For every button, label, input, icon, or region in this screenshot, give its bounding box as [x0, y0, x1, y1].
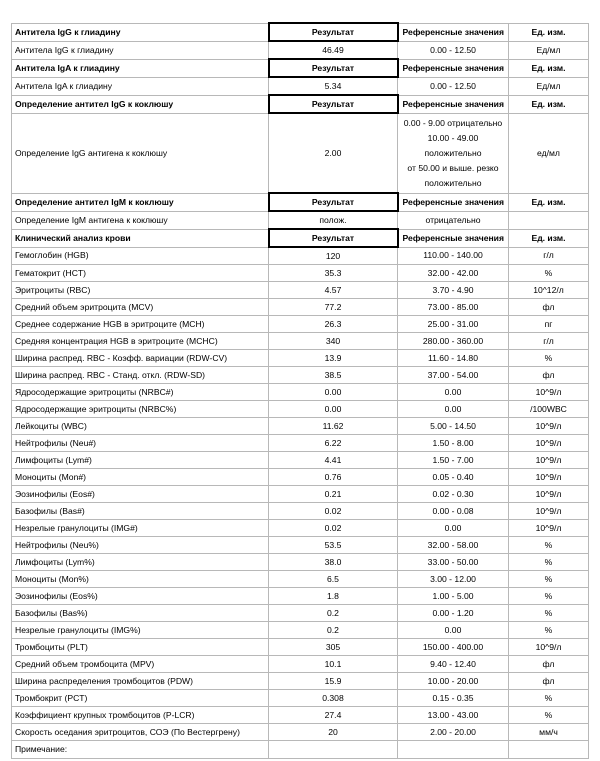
reference-column-header: Референсные значения [398, 193, 509, 211]
section-title: Определение антител IgM к коклюшу [12, 193, 269, 211]
table-row [12, 367, 589, 384]
unit: г/л [509, 247, 589, 265]
table-row [12, 333, 589, 350]
test-name: Антитела IgA к глиадину [12, 77, 269, 95]
test-result: 15.9 [269, 673, 398, 690]
unit: % [509, 605, 589, 622]
test-result: 5.34 [269, 77, 398, 95]
test-name: Ширина распределения тромбоцитов (PDW) [12, 673, 269, 690]
unit: г/л [509, 333, 589, 350]
test-result: 77.2 [269, 299, 398, 316]
reference-range: 0.00 - 1.20 [398, 605, 509, 622]
unit: % [509, 350, 589, 367]
table-row [12, 469, 589, 486]
reference-range: 11.60 - 14.80 [398, 350, 509, 367]
table-row [12, 537, 589, 554]
section-title: Определение антител IgG к коклюшу [12, 95, 269, 113]
test-result: 38.0 [269, 554, 398, 571]
table-row [12, 554, 589, 571]
test-name: Эозинофилы (Eos#) [12, 486, 269, 503]
reference-range: 0.15 - 0.35 [398, 690, 509, 707]
unit: фл [509, 673, 589, 690]
table-row [12, 605, 589, 622]
table-row [12, 211, 589, 229]
test-result: 0.2 [269, 622, 398, 639]
reference-range: 25.00 - 31.00 [398, 316, 509, 333]
test-name: Базофилы (Bas%) [12, 605, 269, 622]
unit-column-header: Ед. изм. [509, 95, 589, 113]
test-name: Тромбокрит (PCT) [12, 690, 269, 707]
unit: 10^9/л [509, 503, 589, 520]
note-value [269, 741, 398, 759]
table-row [12, 435, 589, 452]
unit: % [509, 622, 589, 639]
reference-range: 10.00 - 20.00 [398, 673, 509, 690]
unit: 10^9/л [509, 384, 589, 401]
unit-column-header: Ед. изм. [509, 59, 589, 77]
section-header-row [12, 59, 589, 77]
reference-line: положительно [424, 147, 482, 158]
reference-range: 3.70 - 4.90 [398, 282, 509, 299]
result-column-header: Результат [269, 229, 398, 247]
section-title: Антитела IgG к глиадину [12, 23, 269, 41]
unit-column-header: Ед. изм. [509, 229, 589, 247]
reference-range: 5.00 - 14.50 [398, 418, 509, 435]
test-result: 0.02 [269, 520, 398, 537]
note-label: Примечание: [12, 741, 269, 759]
table-row [12, 690, 589, 707]
test-result: 27.4 [269, 707, 398, 724]
reference-range: 32.00 - 58.00 [398, 537, 509, 554]
test-result: 13.9 [269, 350, 398, 367]
result-column-header: Результат [269, 193, 398, 211]
reference-column-header: Референсные значения [398, 95, 509, 113]
unit: 10^9/л [509, 435, 589, 452]
test-result: 0.76 [269, 469, 398, 486]
test-name: Ядросодержащие эритроциты (NRBC#) [12, 384, 269, 401]
test-result: 6.5 [269, 571, 398, 588]
test-name: Скорость оседания эритроцитов, СОЭ (По Вестергрену) [12, 724, 269, 741]
note-unit [509, 741, 589, 759]
table-row [12, 520, 589, 537]
table-row [12, 724, 589, 741]
test-name: Средний объем эритроцита (MCV) [12, 299, 269, 316]
test-result: 2.00 [269, 113, 398, 193]
table-row [12, 622, 589, 639]
test-result: 26.3 [269, 316, 398, 333]
test-result: 0.308 [269, 690, 398, 707]
lab-results-sheet [11, 22, 588, 759]
test-name: Нейтрофилы (Neu#) [12, 435, 269, 452]
test-result: 6.22 [269, 435, 398, 452]
table-row [12, 656, 589, 673]
reference-range: 110.00 - 140.00 [398, 247, 509, 265]
lab-results-table [11, 22, 589, 759]
test-name: Ширина распред. RBC - Коэфф. вариации (RDW-CV) [12, 350, 269, 367]
reference-range: 37.00 - 54.00 [398, 367, 509, 384]
section-title: Клинический анализ крови [12, 229, 269, 247]
section-header-row [12, 193, 589, 211]
reference-range: 0.02 - 0.30 [398, 486, 509, 503]
unit: пг [509, 316, 589, 333]
test-name: Тромбоциты (PLT) [12, 639, 269, 656]
reference-range: 0.00 - 12.50 [398, 77, 509, 95]
table-row [12, 113, 589, 193]
test-name: Ширина распред. RBC - Станд. откл. (RDW-SD) [12, 367, 269, 384]
reference-range: 0.00 [398, 401, 509, 418]
test-name: Ядросодержащие эритроциты (NRBC%) [12, 401, 269, 418]
reference-range: 0.00 [398, 622, 509, 639]
test-result: 1.8 [269, 588, 398, 605]
test-result: 120 [269, 247, 398, 265]
reference-range: 0.00 [398, 384, 509, 401]
unit: % [509, 707, 589, 724]
table-row [12, 316, 589, 333]
test-result: 10.1 [269, 656, 398, 673]
reference-range: 0.00 - 0.08 [398, 503, 509, 520]
test-name: Незрелые гранулоциты (IMG#) [12, 520, 269, 537]
section-header-row [12, 95, 589, 113]
table-row [12, 673, 589, 690]
test-name: Лимфоциты (Lym%) [12, 554, 269, 571]
reference-range: 0.05 - 0.40 [398, 469, 509, 486]
reference-range: отрицательно [398, 211, 509, 229]
test-result: 35.3 [269, 265, 398, 282]
test-result: 340 [269, 333, 398, 350]
reference-range: 1.50 - 7.00 [398, 452, 509, 469]
table-row [12, 350, 589, 367]
unit: % [509, 537, 589, 554]
unit: Ед/мл [509, 41, 589, 59]
test-result: 4.41 [269, 452, 398, 469]
table-row [12, 452, 589, 469]
test-name: Антитела IgG к глиадину [12, 41, 269, 59]
reference-range: 2.00 - 20.00 [398, 724, 509, 741]
table-row [12, 41, 589, 59]
table-row [12, 401, 589, 418]
table-row [12, 384, 589, 401]
unit: % [509, 588, 589, 605]
table-row [12, 486, 589, 503]
reference-line: 10.00 - 49.00 [427, 132, 479, 143]
unit: 10^9/л [509, 639, 589, 656]
test-name: Незрелые гранулоциты (IMG%) [12, 622, 269, 639]
reference-range: 1.50 - 8.00 [398, 435, 509, 452]
unit: Ед/мл [509, 77, 589, 95]
unit: % [509, 690, 589, 707]
unit: 10^9/л [509, 486, 589, 503]
test-name: Средний объем тромбоцита (MPV) [12, 656, 269, 673]
test-result: 53.5 [269, 537, 398, 554]
unit-column-header: Ед. изм. [509, 23, 589, 41]
unit: % [509, 265, 589, 282]
table-row [12, 571, 589, 588]
test-name: Средняя концентрация HGB в эритроците (MCHC) [12, 333, 269, 350]
test-result: 20 [269, 724, 398, 741]
test-result: 0.21 [269, 486, 398, 503]
unit: 10^12/л [509, 282, 589, 299]
unit: 10^9/л [509, 452, 589, 469]
test-name: Гематокрит (HCT) [12, 265, 269, 282]
table-row [12, 503, 589, 520]
unit: фл [509, 367, 589, 384]
table-row [12, 588, 589, 605]
test-name: Моноциты (Mon%) [12, 571, 269, 588]
unit: мм/ч [509, 724, 589, 741]
reference-range: 3.00 - 12.00 [398, 571, 509, 588]
test-name: Моноциты (Mon#) [12, 469, 269, 486]
table-row [12, 77, 589, 95]
reference-range: 9.40 - 12.40 [398, 656, 509, 673]
reference-range: 1.00 - 5.00 [398, 588, 509, 605]
reference-line: положительно [424, 177, 482, 188]
unit-column-header: Ед. изм. [509, 193, 589, 211]
test-result: полож. [269, 211, 398, 229]
reference-column-header: Референсные значения [398, 59, 509, 77]
test-name: Лимфоциты (Lym#) [12, 452, 269, 469]
reference-range: 280.00 - 360.00 [398, 333, 509, 350]
note-reference [398, 741, 509, 759]
lab-results-body [12, 23, 589, 759]
test-name: Определение IgG антигена к коклюшу [12, 113, 269, 193]
unit: фл [509, 656, 589, 673]
reference-range: 13.00 - 43.00 [398, 707, 509, 724]
test-name: Эозинофилы (Eos%) [12, 588, 269, 605]
test-name: Гемоглобин (HGB) [12, 247, 269, 265]
test-name: Базофилы (Bas#) [12, 503, 269, 520]
unit: % [509, 571, 589, 588]
reference-range: 73.00 - 85.00 [398, 299, 509, 316]
unit: 10^9/л [509, 520, 589, 537]
reference-line: 0.00 - 9.00 отрицательно [403, 117, 503, 128]
test-result: 4.57 [269, 282, 398, 299]
result-column-header: Результат [269, 23, 398, 41]
test-result: 0.2 [269, 605, 398, 622]
test-name: Среднее содержание HGB в эритроците (MCH) [12, 316, 269, 333]
test-name: Определение IgM антигена к коклюшу [12, 211, 269, 229]
reference-range [398, 113, 509, 193]
unit: фл [509, 299, 589, 316]
section-header-row [12, 23, 589, 41]
reference-range: 33.00 - 50.00 [398, 554, 509, 571]
table-row [12, 299, 589, 316]
result-column-header: Результат [269, 59, 398, 77]
table-row [12, 707, 589, 724]
test-name: Лейкоциты (WBC) [12, 418, 269, 435]
unit [509, 211, 589, 229]
test-result: 46.49 [269, 41, 398, 59]
table-row [12, 247, 589, 265]
test-result: 0.00 [269, 384, 398, 401]
test-result: 0.00 [269, 401, 398, 418]
unit: ед/мл [509, 113, 589, 193]
table-row [12, 265, 589, 282]
table-row [12, 418, 589, 435]
note-row [12, 741, 589, 759]
reference-range: 32.00 - 42.00 [398, 265, 509, 282]
result-column-header: Результат [269, 95, 398, 113]
unit: 10^9/л [509, 418, 589, 435]
section-header-row [12, 229, 589, 247]
reference-column-header: Референсные значения [398, 23, 509, 41]
unit: /100WBC [509, 401, 589, 418]
reference-range: 0.00 - 12.50 [398, 41, 509, 59]
reference-range: 150.00 - 400.00 [398, 639, 509, 656]
test-name: Эритроциты (RBC) [12, 282, 269, 299]
unit: % [509, 554, 589, 571]
table-row [12, 639, 589, 656]
reference-range: 0.00 [398, 520, 509, 537]
reference-column-header: Референсные значения [398, 229, 509, 247]
table-row [12, 282, 589, 299]
test-name: Нейтрофилы (Neu%) [12, 537, 269, 554]
test-result: 11.62 [269, 418, 398, 435]
test-result: 0.02 [269, 503, 398, 520]
test-result: 305 [269, 639, 398, 656]
reference-line: от 50.00 и выше. резко [407, 162, 499, 173]
section-title: Антитела IgA к глиадину [12, 59, 269, 77]
test-result: 38.5 [269, 367, 398, 384]
unit: 10^9/л [509, 469, 589, 486]
test-name: Коэффициент крупных тромбоцитов (P-LCR) [12, 707, 269, 724]
